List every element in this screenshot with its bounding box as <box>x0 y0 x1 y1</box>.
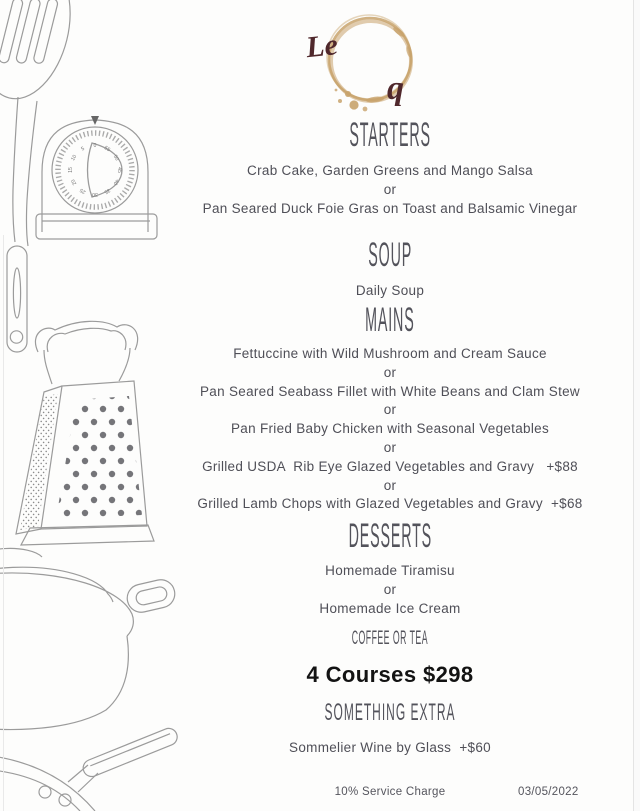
or-separator: or <box>383 402 397 418</box>
section-heading-something-extra: SOMETHING EXTRA <box>324 699 456 726</box>
or-separator: or <box>383 582 397 597</box>
menu-item: Grilled USDA Rib Eye Glazed Vegetables and Gravy +$88 <box>202 458 578 474</box>
frying-pan-icon <box>0 726 180 811</box>
menu-item: Fettuccine with Wild Mushroom and Cream Sauce <box>233 346 547 361</box>
svg-text:30: 30 <box>92 191 98 197</box>
restaurant-logo <box>295 6 430 116</box>
kitchen-timer-icon <box>36 116 157 239</box>
section-heading-coffee-or-tea: COFFEE OR TEA <box>351 628 429 649</box>
svg-text:45: 45 <box>116 167 122 173</box>
logo-word-q: q <box>387 70 404 107</box>
spatula-icon <box>0 0 84 352</box>
extra-items <box>170 738 610 757</box>
footer-service-charge: 10% Service Charge <box>334 786 446 798</box>
page-edge-left-line <box>3 235 4 811</box>
menu-item: Pan Seared Duck Foie Gras on Toast and Balsamic Vinegar <box>202 201 578 216</box>
menu-item: Crab Cake, Garden Greens and Mango Salsa <box>247 163 533 178</box>
or-separator: or <box>383 364 397 380</box>
menu-item: Homemade Ice Cream <box>319 601 461 616</box>
desserts-items <box>170 561 610 618</box>
menu-item: Daily Soup <box>355 283 425 298</box>
logo-word-le: Le <box>304 28 340 65</box>
or-separator: or <box>383 182 397 197</box>
menu-item: Grilled Lamb Chops with Glazed Vegetables and Gravy +$68 <box>197 496 583 512</box>
mains-items <box>170 345 610 514</box>
soup-items <box>170 281 610 300</box>
svg-text:40: 40 <box>111 177 120 187</box>
starters-items <box>170 161 610 218</box>
or-separator: or <box>383 477 397 493</box>
svg-text:10: 10 <box>70 153 79 163</box>
svg-text:50: 50 <box>111 153 120 163</box>
casserole-pot-icon <box>0 548 178 729</box>
page-edge-right <box>634 0 640 811</box>
svg-text:20: 20 <box>70 177 79 187</box>
section-heading-starters: STARTERS <box>349 116 431 154</box>
menu-item: Pan Fried Baby Chicken with Seasonal Vegetables <box>230 421 550 437</box>
svg-text:25: 25 <box>78 186 88 195</box>
menu-item: Pan Seared Seabass Fillet with White Beans and Clam Stew <box>200 383 580 399</box>
svg-text:55: 55 <box>102 145 112 154</box>
footer-date: 03/05/2022 <box>518 786 579 798</box>
svg-text:35: 35 <box>102 186 112 195</box>
menu-item: Homemade Tiramisu <box>325 563 455 578</box>
section-heading-mains: MAINS <box>365 301 415 339</box>
svg-text:15: 15 <box>68 167 74 173</box>
svg-text:5: 5 <box>80 145 86 153</box>
section-heading-desserts: DESSERTS <box>348 517 432 555</box>
svg-text:0: 0 <box>93 143 97 149</box>
section-heading-soup: SOUP <box>368 236 412 274</box>
page-edge-right-line <box>633 0 634 811</box>
menu-item: Sommelier Wine by Glass +$60 <box>289 740 491 755</box>
or-separator: or <box>383 439 397 455</box>
cheese-grater-icon <box>16 321 154 545</box>
course-price: 4 Courses $298 <box>306 662 474 687</box>
